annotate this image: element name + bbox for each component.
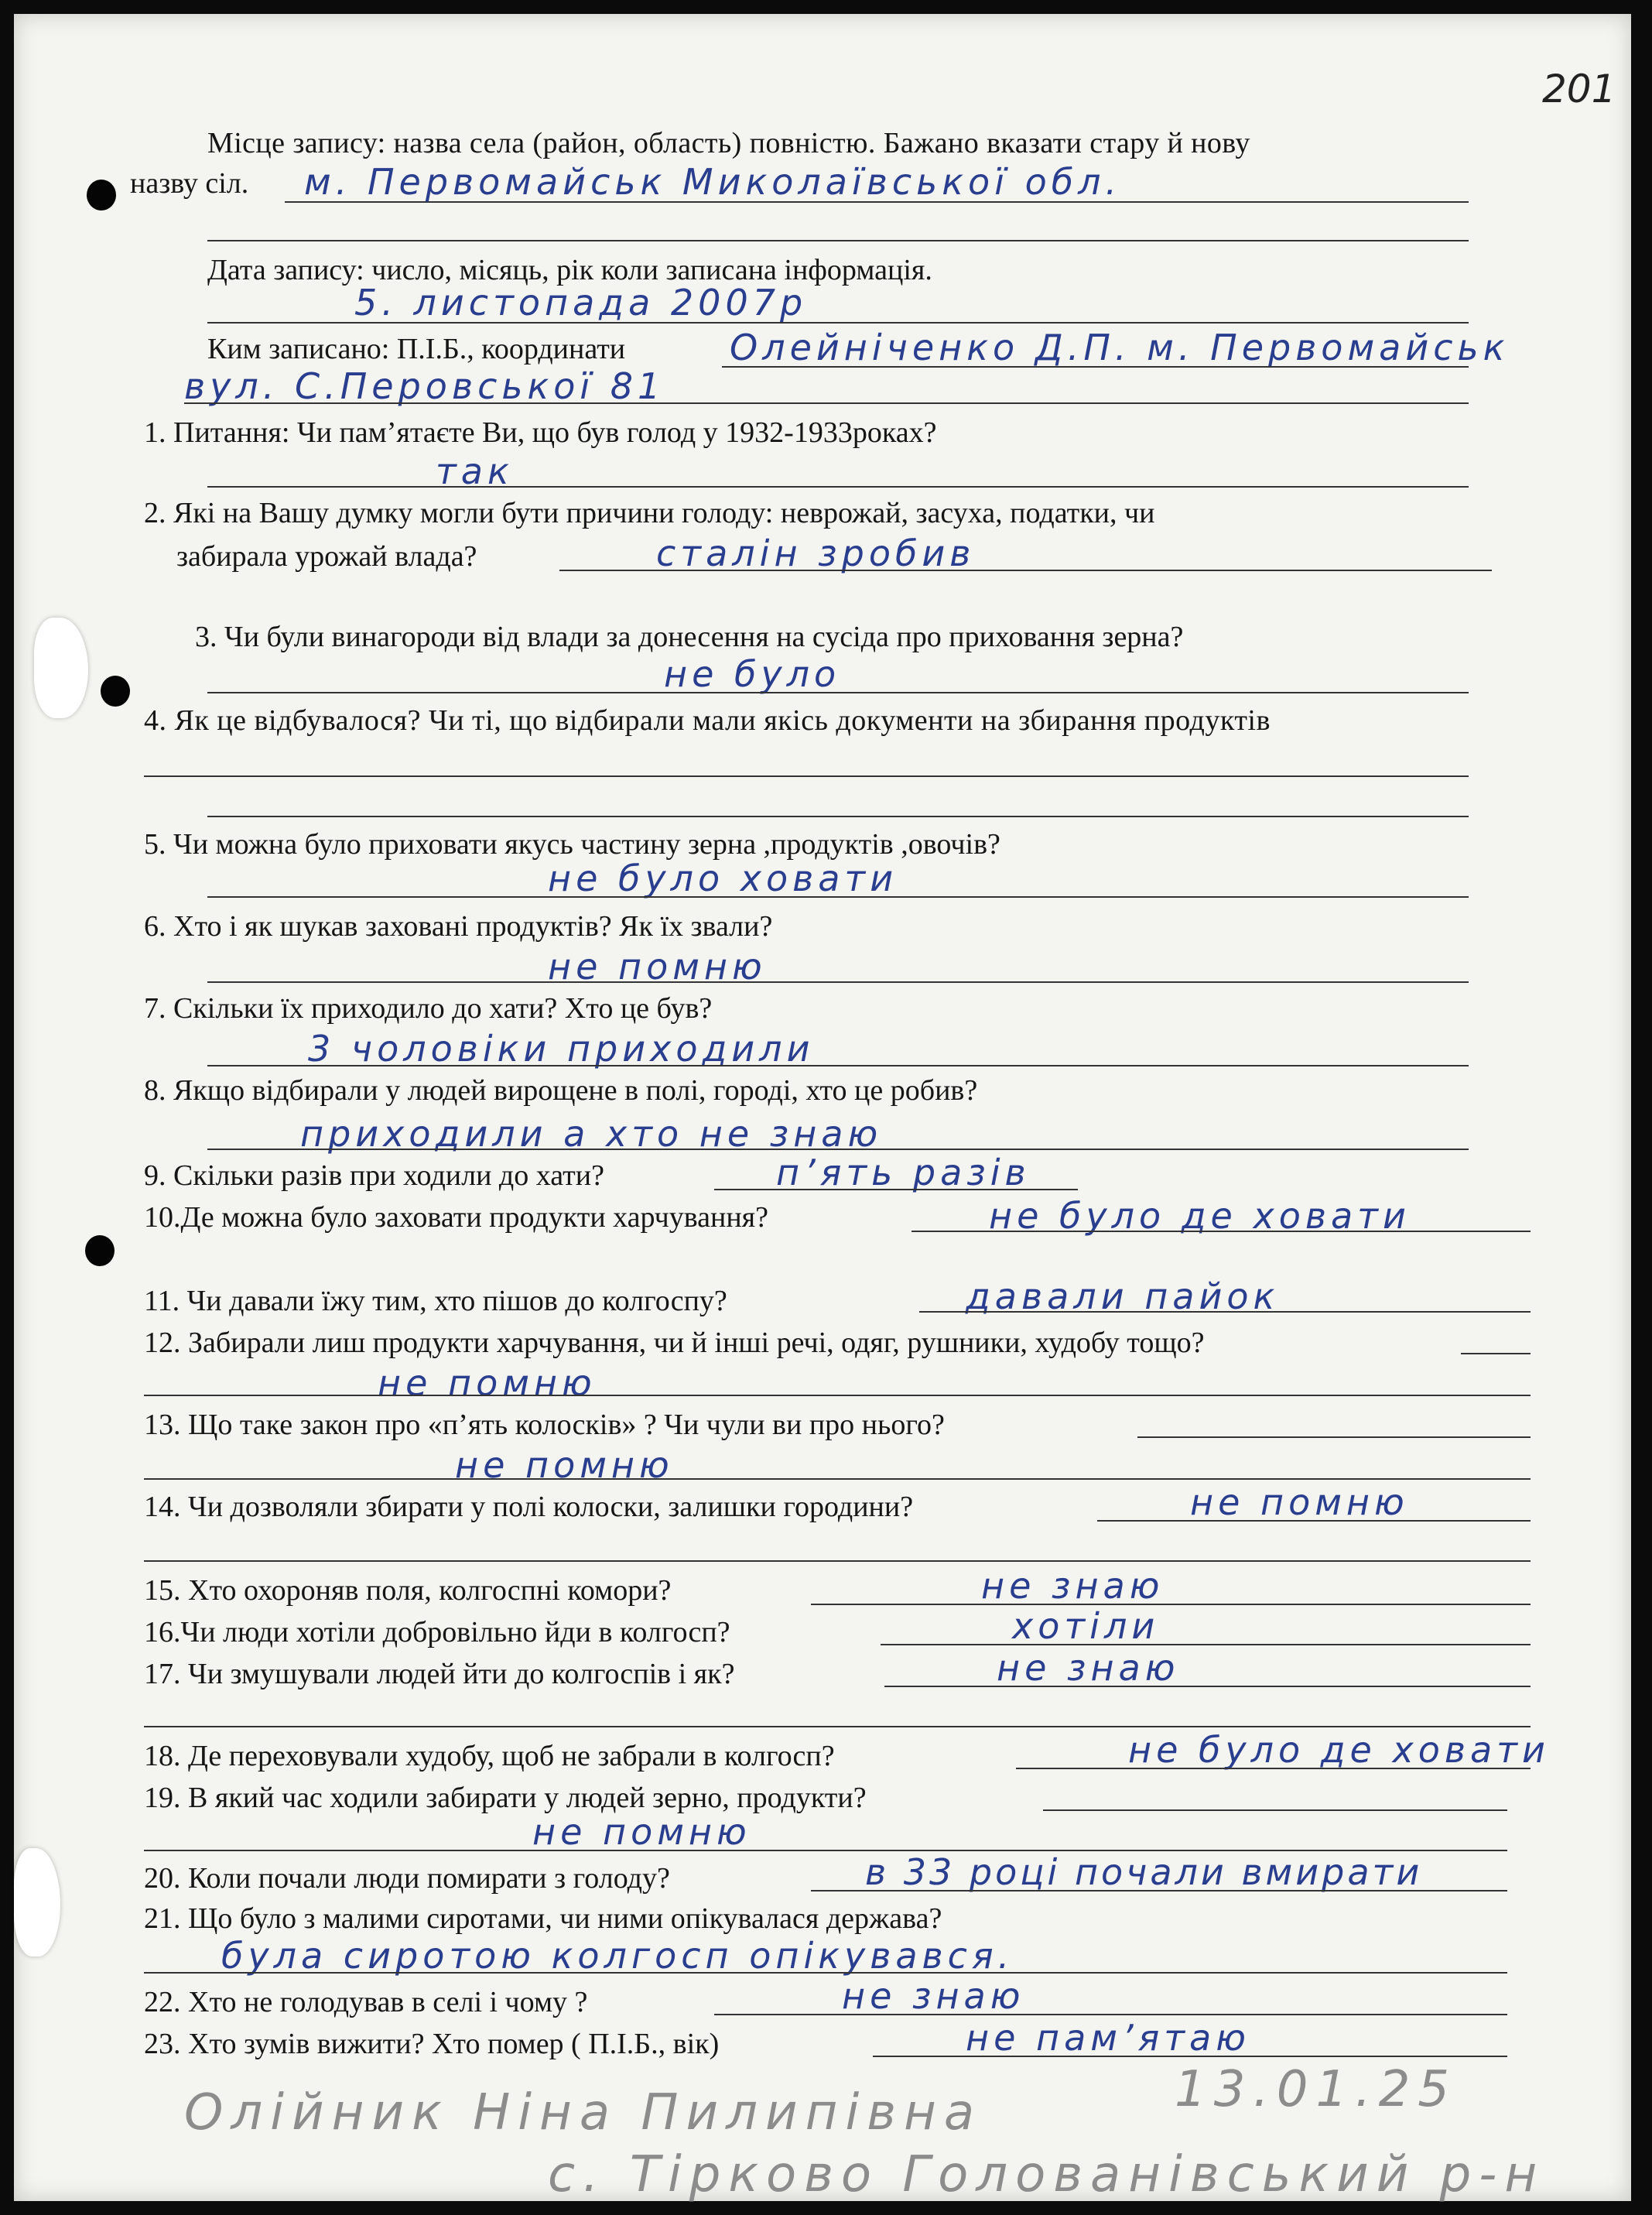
answer-line-14b (144, 1560, 1531, 1562)
answer-line-4 (144, 775, 1469, 777)
answer-12: не помню (378, 1362, 597, 1404)
question-2: 2. Які на Вашу думку могли бути причини голоду: неврожай, засуха, податки, чи (144, 497, 1155, 529)
question-22: 22. Хто не голодував в селі і чому ? (144, 1986, 588, 2018)
answer-line-13a (1137, 1436, 1531, 1438)
answer-23: не пам’ятаю (966, 2017, 1250, 2059)
respondent-village: с. Тірково Голованівський р-н (548, 2146, 1545, 2203)
answer-22: не знаю (842, 1975, 1025, 2017)
place-answer: м. Первомайськ Миколаївської обл. (304, 161, 1122, 203)
answer-15: не знаю (981, 1565, 1165, 1607)
answer-line-9 (714, 1189, 1078, 1190)
answer-line-7 (207, 1065, 1469, 1066)
answer-line-17 (884, 1686, 1531, 1687)
recorder-label: Ким записано: П.І.Б., координати (207, 333, 626, 365)
answer-line-4b (207, 816, 1469, 817)
answer-line-8 (207, 1149, 1469, 1150)
answer-line-5 (207, 896, 1469, 898)
answer-10: не було де ховати (989, 1195, 1411, 1237)
date-label: Дата запису: число, місяць, рік коли записана інформація. (207, 254, 932, 286)
answer-line-10 (912, 1231, 1531, 1232)
date-line (207, 322, 1469, 324)
binder-hole-2 (101, 676, 130, 707)
answer-line-16 (881, 1644, 1531, 1645)
question-12: 12. Забирали лиш продукти харчування, чи й інші речі, одяг, рушники, худобу тощо? (144, 1327, 1205, 1359)
question-17: 17. Чи змушували людей йти до колгоспів і як? (144, 1658, 735, 1690)
answer-line-6 (207, 981, 1469, 983)
recorder-answer-2: вул. С.Перовської 81 (184, 365, 665, 407)
question-8: 8. Якщо відбирали у людей вирощене в полі, городі, хто це робив? (144, 1074, 978, 1107)
recorder-answer: Олейніченко Д.П. м. Первомайськ (730, 327, 1510, 368)
answer-line-12a (1461, 1353, 1531, 1354)
torn-paper-2 (14, 1848, 60, 1957)
answer-line-17b (144, 1726, 1531, 1727)
question-13: 13. Що таке закон про «п’ять колосків» ? Чи чули ви про нього? (144, 1409, 945, 1441)
place-label-line2: назву сіл. (130, 167, 249, 200)
record-date: 13.01.25 (1175, 2061, 1457, 2118)
question-1: 1. Питання: Чи пам’ятаєте Ви, що був голод у 1932-1933роках? (144, 416, 937, 449)
question-20: 20. Коли почали люди помирати з голоду? (144, 1862, 670, 1895)
answer-2: сталін зробив (656, 532, 976, 574)
answer-14: не помню (1190, 1481, 1409, 1523)
answer-3: не було (664, 653, 841, 695)
answer-21: була сиротою колгосп опікувався. (221, 1935, 1014, 1977)
answer-line-3 (207, 692, 1469, 693)
recorder-line (722, 366, 1469, 368)
binder-hole-3 (85, 1235, 115, 1266)
date-answer: 5. листопада 2007р (354, 282, 808, 324)
binder-hole-1 (87, 180, 116, 211)
question-9: 9. Скільки разів при ходили до хати? (144, 1159, 604, 1192)
answer-line-20 (811, 1890, 1507, 1891)
question-5: 5. Чи можна було приховати якусь частину зерна ,продуктів ,овочів? (144, 828, 1000, 861)
question-18: 18. Де переховували худобу, щоб не забрали в колгосп? (144, 1740, 835, 1772)
answer-line-12 (144, 1395, 1531, 1396)
answer-line-13 (144, 1478, 1531, 1480)
answer-line-1 (207, 486, 1469, 488)
answer-8: приходили а хто не знаю (300, 1113, 883, 1155)
question-21: 21. Що було з малими сиротами, чи ними опікувалася держава? (144, 1902, 942, 1935)
respondent-name: Олійник Ніна Пилипівна (184, 2084, 983, 2141)
question-7: 7. Скільки їх приходило до хати? Хто це був? (144, 992, 713, 1025)
torn-paper-1 (34, 618, 88, 718)
answer-line-14 (1097, 1520, 1531, 1522)
question-16: 16.Чи люди хотіли добровільно йди в колгосп? (144, 1616, 730, 1648)
page-number: 201 (1542, 67, 1616, 111)
question-14: 14. Чи дозволяли збирати у полі колоски, залишки городини? (144, 1491, 914, 1523)
answer-19: не помню (532, 1811, 751, 1853)
question-6: 6. Хто і як шукав заховані продуктів? Як їх звали? (144, 910, 773, 943)
question-10: 10.Де можна було заховати продукти харчування? (144, 1201, 769, 1234)
answer-line-23 (873, 2056, 1507, 2057)
place-label-line1: Місце запису: назва села (район, область) повністю. Бажано вказати стару й нову (207, 127, 1250, 159)
answer-9: п’ять разів (776, 1152, 1031, 1193)
answer-20: в 33 році почали вмирати (865, 1851, 1423, 1893)
recorder-line-2 (184, 402, 1469, 404)
question-2-cont: забирала урожай влада? (176, 540, 477, 573)
question-11: 11. Чи давали їжу тим, хто пішов до колгоспу? (144, 1285, 727, 1317)
question-19: 19. В який час ходили забирати у людей зерно, продукти? (144, 1782, 867, 1814)
answer-18: не було де ховати (1128, 1729, 1550, 1771)
answer-line-18 (1016, 1768, 1531, 1769)
answer-7: 3 чоловіки приходили (308, 1028, 815, 1070)
answer-17: не знаю (997, 1647, 1180, 1689)
answer-line-22 (714, 2014, 1507, 2015)
question-4: 4. Як це відбувалося? Чи ті, що відбирали мали якісь документи на збирання продуктів (144, 704, 1271, 737)
answer-line-21 (144, 1972, 1507, 1974)
answer-6: не помню (548, 946, 767, 988)
question-23: 23. Хто зумів вижити? Хто помер ( П.І.Б., вік) (144, 2028, 720, 2060)
question-3: 3. Чи були винагороди від влади за донесення на сусіда про приховання зерна? (195, 621, 1184, 653)
question-15: 15. Хто охороняв поля, колгоспні комори? (144, 1574, 672, 1607)
answer-1: так (436, 450, 514, 492)
answer-line-2 (559, 570, 1492, 571)
answer-line-11 (919, 1311, 1531, 1313)
answer-line-15 (811, 1604, 1531, 1605)
answer-11: давали пайок (966, 1275, 1280, 1317)
answer-13: не помню (455, 1444, 674, 1486)
place-line-2 (207, 240, 1469, 241)
answer-16: хотіли (1012, 1605, 1160, 1647)
answer-line-19a (1043, 1809, 1507, 1811)
answer-5: не було ховати (548, 858, 898, 899)
questionnaire-page (14, 14, 1631, 2201)
